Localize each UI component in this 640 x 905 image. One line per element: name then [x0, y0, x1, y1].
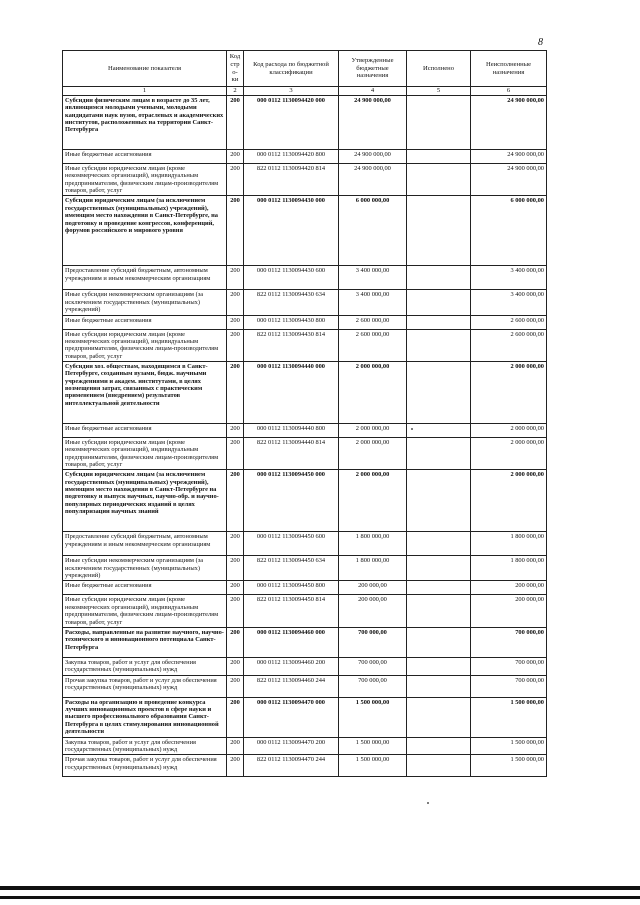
cell-line-code: 200	[227, 266, 244, 290]
column-number: 3	[244, 87, 339, 96]
page-number: 8	[538, 37, 543, 48]
table-row	[63, 423, 547, 437]
column-number: 2	[227, 87, 244, 96]
cell-unexecuted: 700 000,00	[471, 675, 547, 697]
cell-approved: 2 000 000,00	[339, 423, 407, 437]
cell-unexecuted: 700 000,00	[471, 657, 547, 675]
cell-expense-code: 000 0112 1130094460 000	[244, 627, 339, 657]
cell-expense-code: 000 0112 1130094440 000	[244, 361, 339, 423]
scan-speck	[411, 428, 413, 430]
cell-line-code: 200	[227, 657, 244, 675]
cell-indicator-name: Прочая закупка товаров, работ и услуг для обеспечения государственных (муниципальных) нужд	[63, 675, 227, 697]
cell-unexecuted: 2 600 000,00	[471, 315, 547, 329]
cell-expense-code: 000 0112 1130094450 800	[244, 581, 339, 595]
cell-line-code: 200	[227, 150, 244, 164]
cell-approved: 2 600 000,00	[339, 329, 407, 361]
cell-approved: 700 000,00	[339, 675, 407, 697]
cell-expense-code: 000 0112 1130094430 000	[244, 196, 339, 266]
cell-executed	[407, 423, 471, 437]
cell-line-code: 200	[227, 595, 244, 627]
header-row	[63, 51, 547, 87]
cell-indicator-name: Закупка товаров, работ и услуг для обеспечения государственных (муниципальных) нужд	[63, 657, 227, 675]
cell-indicator-name: Прочая закупка товаров, работ и услуг для обеспечения государственных (муниципальных) нужд	[63, 755, 227, 777]
scan-speck	[427, 802, 429, 804]
cell-unexecuted: 1 800 000,00	[471, 532, 547, 556]
cell-unexecuted: 6 000 000,00	[471, 196, 547, 266]
cell-approved: 1 800 000,00	[339, 532, 407, 556]
cell-expense-code: 822 0112 1130094450 634	[244, 556, 339, 581]
table-row	[63, 556, 547, 581]
table-row	[63, 532, 547, 556]
cell-indicator-name: Субсидии юридическим лицам (за исключением государственных (муниципальных) учреждений), имеющим место нахождения в Санкт-Петербурге на подготовку и выпуск научных, научно-обр. и научно-популярных периодических изданий в целях популяризации научных знаний	[63, 470, 227, 532]
table-row	[63, 361, 547, 423]
cell-unexecuted: 1 500 000,00	[471, 737, 547, 755]
cell-executed	[407, 329, 471, 361]
cell-executed	[407, 556, 471, 581]
cell-executed	[407, 627, 471, 657]
table-row	[63, 150, 547, 164]
cell-expense-code: 000 0112 1130094450 600	[244, 532, 339, 556]
table-row	[63, 196, 547, 266]
cell-unexecuted: 700 000,00	[471, 627, 547, 657]
cell-executed	[407, 595, 471, 627]
table-row	[63, 329, 547, 361]
cell-approved: 200 000,00	[339, 595, 407, 627]
cell-expense-code: 822 0112 1130094470 244	[244, 755, 339, 777]
cell-expense-code: 000 0112 1130094430 800	[244, 315, 339, 329]
table-row	[63, 697, 547, 737]
header-line-code: Код стро-ки	[227, 51, 244, 87]
cell-executed	[407, 437, 471, 469]
cell-expense-code: 000 0112 1130094420 800	[244, 150, 339, 164]
cell-line-code: 200	[227, 627, 244, 657]
cell-unexecuted: 1 800 000,00	[471, 556, 547, 581]
cell-unexecuted: 24 900 000,00	[471, 164, 547, 196]
cell-approved: 24 900 000,00	[339, 96, 407, 150]
cell-executed	[407, 196, 471, 266]
cell-unexecuted: 24 900 000,00	[471, 150, 547, 164]
cell-approved: 1 500 000,00	[339, 755, 407, 777]
table-row	[63, 737, 547, 755]
cell-expense-code: 000 0112 1130094450 000	[244, 470, 339, 532]
cell-expense-code: 822 0112 1130094430 634	[244, 290, 339, 315]
cell-executed	[407, 290, 471, 315]
cell-indicator-name: Иные субсидии некоммерческим организациям (за исключением государственных (муниципальных) учреждений)	[63, 290, 227, 315]
cell-expense-code: 000 0112 1130094470 000	[244, 697, 339, 737]
column-number: 1	[63, 87, 227, 96]
cell-indicator-name: Иные бюджетные ассигнования	[63, 315, 227, 329]
cell-approved: 2 000 000,00	[339, 361, 407, 423]
cell-indicator-name: Иные субсидии юридическим лицам (кроме некоммерческих организаций), индивидуальным предпринимателям, физическим лицам-производителям товаров, работ, услуг	[63, 595, 227, 627]
cell-expense-code: 822 0112 1130094460 244	[244, 675, 339, 697]
cell-approved: 1 500 000,00	[339, 697, 407, 737]
cell-indicator-name: Иные субсидии юридическим лицам (кроме некоммерческих организаций), индивидуальным предпринимателям, физическим лицам-производителям товаров, работ, услуг	[63, 329, 227, 361]
cell-approved: 2 000 000,00	[339, 470, 407, 532]
cell-indicator-name: Иные бюджетные ассигнования	[63, 150, 227, 164]
column-number: 4	[339, 87, 407, 96]
cell-approved: 2 000 000,00	[339, 437, 407, 469]
cell-line-code: 200	[227, 361, 244, 423]
cell-expense-code: 822 0112 1130094440 814	[244, 437, 339, 469]
budget-execution-table	[62, 50, 547, 777]
cell-indicator-name: Закупка товаров, работ и услуг для обеспечения государственных (муниципальных) нужд	[63, 737, 227, 755]
cell-expense-code: 000 0112 1130094420 000	[244, 96, 339, 150]
header-approved: Утвержденные бюджетные назначения	[339, 51, 407, 87]
cell-line-code: 200	[227, 532, 244, 556]
cell-executed	[407, 532, 471, 556]
cell-approved: 2 600 000,00	[339, 315, 407, 329]
column-number: 6	[471, 87, 547, 96]
cell-unexecuted: 2 000 000,00	[471, 470, 547, 532]
table-row	[63, 595, 547, 627]
cell-unexecuted: 2 000 000,00	[471, 423, 547, 437]
bottom-scan-border	[0, 896, 640, 899]
table-row	[63, 266, 547, 290]
cell-approved: 1 500 000,00	[339, 737, 407, 755]
table-row	[63, 657, 547, 675]
cell-indicator-name: Иные бюджетные ассигнования	[63, 423, 227, 437]
cell-expense-code: 822 0112 1130094420 814	[244, 164, 339, 196]
cell-executed	[407, 657, 471, 675]
cell-unexecuted: 200 000,00	[471, 595, 547, 627]
cell-unexecuted: 1 500 000,00	[471, 755, 547, 777]
column-number-row	[63, 87, 547, 96]
cell-approved: 24 900 000,00	[339, 150, 407, 164]
cell-approved: 700 000,00	[339, 627, 407, 657]
cell-executed	[407, 361, 471, 423]
header-expense-code: Код расхода по бюджетной классификации	[244, 51, 339, 87]
table-row	[63, 437, 547, 469]
cell-approved: 6 000 000,00	[339, 196, 407, 266]
cell-indicator-name: Субсидии юридическим лицам (за исключением государственных (муниципальных) учреждений), имеющим место нахождения в Санкт-Петербурге, на подготовку и проведение конгрессов, конференций, форумов российского и мирового уровня	[63, 196, 227, 266]
cell-executed	[407, 96, 471, 150]
cell-executed	[407, 164, 471, 196]
cell-indicator-name: Иные субсидии юридическим лицам (кроме некоммерческих организаций), индивидуальным предпринимателям, физическим лицам-производителям товаров, работ, услуг	[63, 164, 227, 196]
table-row	[63, 290, 547, 315]
table-row	[63, 164, 547, 196]
cell-line-code: 200	[227, 423, 244, 437]
cell-unexecuted: 3 400 000,00	[471, 290, 547, 315]
cell-expense-code: 000 0112 1130094460 200	[244, 657, 339, 675]
header-executed: Исполнено	[407, 51, 471, 87]
cell-unexecuted: 24 900 000,00	[471, 96, 547, 150]
cell-executed	[407, 315, 471, 329]
cell-line-code: 200	[227, 581, 244, 595]
cell-executed	[407, 755, 471, 777]
cell-indicator-name: Иные субсидии некоммерческим организациям (за исключением государственных (муниципальных) учреждений)	[63, 556, 227, 581]
table-row	[63, 96, 547, 150]
cell-executed	[407, 675, 471, 697]
cell-unexecuted: 2 600 000,00	[471, 329, 547, 361]
cell-expense-code: 000 0112 1130094430 600	[244, 266, 339, 290]
cell-approved: 700 000,00	[339, 657, 407, 675]
cell-indicator-name: Иные бюджетные ассигнования	[63, 581, 227, 595]
cell-line-code: 200	[227, 164, 244, 196]
cell-indicator-name: Предоставление субсидий бюджетным, автономным учреждениям и иным некоммерческим организациям	[63, 532, 227, 556]
cell-expense-code: 822 0112 1130094430 814	[244, 329, 339, 361]
cell-indicator-name: Расходы на организацию и проведение конкурса лучших инновационных проектов в сфере науки и высшего профессионального образования Санкт-Петербурга в целях стимулирования инновационной деятельности	[63, 697, 227, 737]
cell-unexecuted: 3 400 000,00	[471, 266, 547, 290]
cell-unexecuted: 200 000,00	[471, 581, 547, 595]
cell-line-code: 200	[227, 556, 244, 581]
cell-line-code: 200	[227, 755, 244, 777]
cell-executed	[407, 470, 471, 532]
table-row	[63, 315, 547, 329]
cell-approved: 24 900 000,00	[339, 164, 407, 196]
table-body	[63, 96, 547, 777]
cell-approved: 1 800 000,00	[339, 556, 407, 581]
cell-indicator-name: Субсидии хоз. обществам, находящимся в Санкт-Петербурге, созданным вузами, бюдж. научными учреждениями и академ. институтами, в целях возмещения затрат, связанных с практическим применением (внедрением) результатов интеллектуальной деятельности	[63, 361, 227, 423]
cell-unexecuted: 2 000 000,00	[471, 361, 547, 423]
cell-expense-code: 822 0112 1130094450 814	[244, 595, 339, 627]
cell-approved: 3 400 000,00	[339, 290, 407, 315]
cell-executed	[407, 697, 471, 737]
cell-approved: 3 400 000,00	[339, 266, 407, 290]
cell-indicator-name: Иные субсидии юридическим лицам (кроме некоммерческих организаций), индивидуальным предпринимателям, физическим лицам-производителям товаров, работ, услуг	[63, 437, 227, 469]
cell-executed	[407, 737, 471, 755]
cell-executed	[407, 266, 471, 290]
table-row	[63, 581, 547, 595]
cell-indicator-name: Субсидии физическим лицам в возрасте до 35 лет, являющимся молодыми учеными, молодыми кандидатами наук вузов, отраслевых и академических институтов, расположенных на территории Санкт-Петербурга	[63, 96, 227, 150]
bottom-scan-border	[0, 886, 640, 890]
column-number: 5	[407, 87, 471, 96]
table-row	[63, 755, 547, 777]
header-indicator-name: Наименование показателя	[63, 51, 227, 87]
cell-expense-code: 000 0112 1130094470 200	[244, 737, 339, 755]
cell-line-code: 200	[227, 96, 244, 150]
header-unexecuted: Неисполненные назначения	[471, 51, 547, 87]
cell-expense-code: 000 0112 1130094440 800	[244, 423, 339, 437]
table-row	[63, 470, 547, 532]
cell-indicator-name: Расходы, направленные на развитие научного, научно-технического и инновационного потенциала Санкт-Петербурга	[63, 627, 227, 657]
cell-executed	[407, 150, 471, 164]
cell-line-code: 200	[227, 675, 244, 697]
cell-line-code: 200	[227, 290, 244, 315]
cell-line-code: 200	[227, 697, 244, 737]
table-row	[63, 627, 547, 657]
cell-line-code: 200	[227, 437, 244, 469]
cell-unexecuted: 2 000 000,00	[471, 437, 547, 469]
cell-line-code: 200	[227, 315, 244, 329]
cell-approved: 200 000,00	[339, 581, 407, 595]
table-row	[63, 675, 547, 697]
cell-line-code: 200	[227, 329, 244, 361]
cell-line-code: 200	[227, 737, 244, 755]
cell-line-code: 200	[227, 470, 244, 532]
cell-executed	[407, 581, 471, 595]
cell-unexecuted: 1 500 000,00	[471, 697, 547, 737]
cell-indicator-name: Предоставление субсидий бюджетным, автономным учреждениям и иным некоммерческим организациям	[63, 266, 227, 290]
cell-line-code: 200	[227, 196, 244, 266]
